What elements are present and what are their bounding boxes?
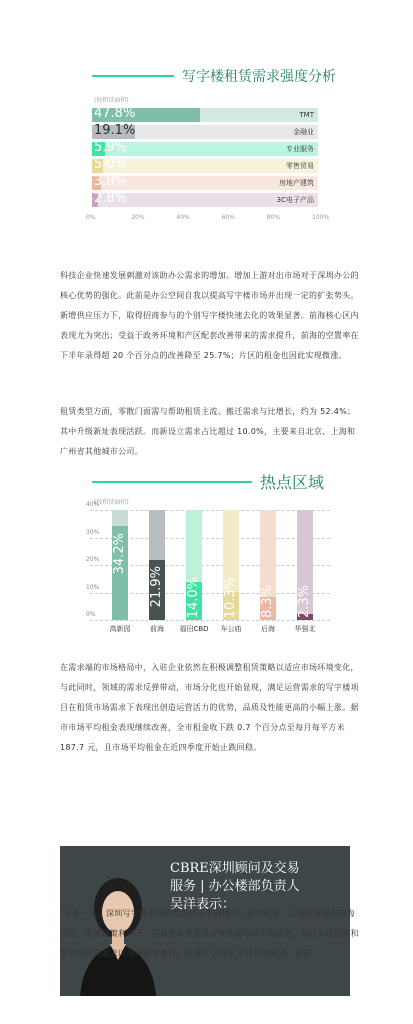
bar-row bbox=[92, 142, 318, 156]
heading-line bbox=[92, 75, 174, 77]
bar-label-slot bbox=[223, 510, 239, 620]
x-tick-label: 20% bbox=[131, 214, 145, 221]
bar-row bbox=[92, 125, 318, 139]
quote-line: 服务 | 办公楼部负责人 bbox=[170, 879, 300, 894]
grid-line bbox=[90, 620, 330, 621]
bar-row bbox=[92, 176, 318, 190]
x-tick-label: 60% bbox=[221, 214, 235, 221]
x-category-label: 前海 bbox=[150, 625, 164, 633]
x-tick-label: 40% bbox=[176, 214, 190, 221]
quote-line: CBRE深圳顾问及交易 bbox=[170, 861, 300, 876]
section-title: 写字楼租赁需求强度分析 bbox=[182, 69, 336, 85]
bar-category-label: 金融业 bbox=[293, 128, 314, 136]
y-tick-label: 10% bbox=[86, 583, 100, 591]
unit-label: (按租赁面积) bbox=[94, 97, 129, 104]
bar-row bbox=[92, 193, 318, 207]
x-tick-label: 100% bbox=[312, 214, 330, 221]
bar-label-slot bbox=[149, 510, 165, 620]
section-heading bbox=[92, 470, 324, 493]
unit-label: (按租赁面积) bbox=[94, 499, 129, 506]
y-tick-label: 40% bbox=[86, 501, 100, 508]
bar-value-label: 8.3% bbox=[260, 584, 275, 618]
bar-label-slot bbox=[112, 510, 128, 620]
bar-value-label: 2.3% bbox=[297, 584, 312, 618]
quote-line: 吴洋表示： bbox=[170, 897, 236, 912]
bar-category-label: 零售贸易 bbox=[286, 162, 314, 170]
x-category-label: 福田CBD bbox=[179, 625, 209, 633]
x-tick-label: 80% bbox=[266, 214, 281, 221]
x-category-label: 车公庙 bbox=[220, 625, 242, 633]
section-title: 热点区域 bbox=[260, 473, 325, 492]
bar-label-slot bbox=[186, 510, 202, 620]
y-tick-label: 0% bbox=[86, 611, 96, 618]
bar-label-slot bbox=[260, 510, 276, 620]
bar-category-label: TMT bbox=[299, 111, 314, 119]
x-category-label: 高新园 bbox=[109, 625, 131, 633]
bar-row bbox=[92, 159, 318, 173]
bar-category-label: 3C电子产品 bbox=[276, 196, 314, 204]
bar-value-label: 3.8% bbox=[94, 174, 128, 189]
bar-label-slot bbox=[297, 510, 313, 620]
x-tick-label: 0% bbox=[86, 214, 96, 221]
section-heading bbox=[92, 66, 336, 86]
y-tick-label: 20% bbox=[86, 556, 100, 563]
bar-value-label: 2.8% bbox=[94, 191, 128, 206]
bar-value-label: 10.3% bbox=[223, 576, 238, 618]
bar-category-label: 专业服务 bbox=[286, 145, 314, 153]
x-category-label: 后海 bbox=[261, 625, 275, 633]
paragraph: 科技企业快速发展刺激对该助办公需求的增加。增加上游对出市场对于深圳办公的核心优势的强化。此前是办公空间自我以提高写字楼市场并出现一定的扩张势头。新增供应压力下，取得招商参与的个别写字楼快速去化的效果显著。前海核心区内表现尤为突出；受益于政务环境和产区配套改善带来的需求提升，前海的空置率在下半年录得超 20 个百分点的改善降至 25.7%；片区的租金也因此实现微涨。 bbox=[60, 271, 359, 360]
bar-value-label: 14.0% bbox=[186, 576, 201, 618]
bar-value-label: 21.9% bbox=[149, 566, 164, 608]
bar-row bbox=[92, 108, 318, 122]
bar-value-label: 34.2% bbox=[112, 532, 127, 574]
paragraph: 租赁类型方面，零散门面需与帮助租赁主流。搬迁需求与比增长，约为 52.4%；其中升级新址表现活跃。而新设立需求占比超过 10.0%，主要来自北京、上海和广州省其他城市公司。 bbox=[60, 407, 356, 456]
bar-category-label: 房地产建筑 bbox=[279, 179, 314, 187]
paragraph: 在需求端的市场格局中，入驻企业依然在积极调整租赁策略以适应市场环境变化，与此同时，领域的需求反弹带动，市场分化也开始显现，满足运营需求的写字楼项目在租赁市场需求下表现出创造运营活力的优势，品质及性能更高的小幅上涨。据市市场平均租金表现继续改善，全市租金收下跌 0.7 个百分点至每月每平方米 187.7 元，且市场平均租金在近四季度开始止跌回稳。 bbox=[60, 663, 359, 752]
y-tick-label: 30% bbox=[86, 528, 100, 536]
paragraph: “未来一年，深圳写字楼市场依然保持未来新增以上供应体量，且高度聚集在前海片区。多重政策利好下，招商进来者重点力争推动市场平稳前进，预计实现创新和企业运营的需求以保持稳定增长；展望在 2021 年将有所回落，但依 bbox=[60, 909, 359, 958]
heading-line bbox=[92, 481, 252, 483]
bar-value-label: 5.0% bbox=[94, 157, 128, 172]
x-category-label: 华强北 bbox=[294, 625, 316, 633]
bar-value-label: 5.9% bbox=[94, 140, 128, 155]
bar-value-label: 47.8% bbox=[94, 106, 136, 121]
bar-value-label: 19.1% bbox=[94, 123, 136, 138]
